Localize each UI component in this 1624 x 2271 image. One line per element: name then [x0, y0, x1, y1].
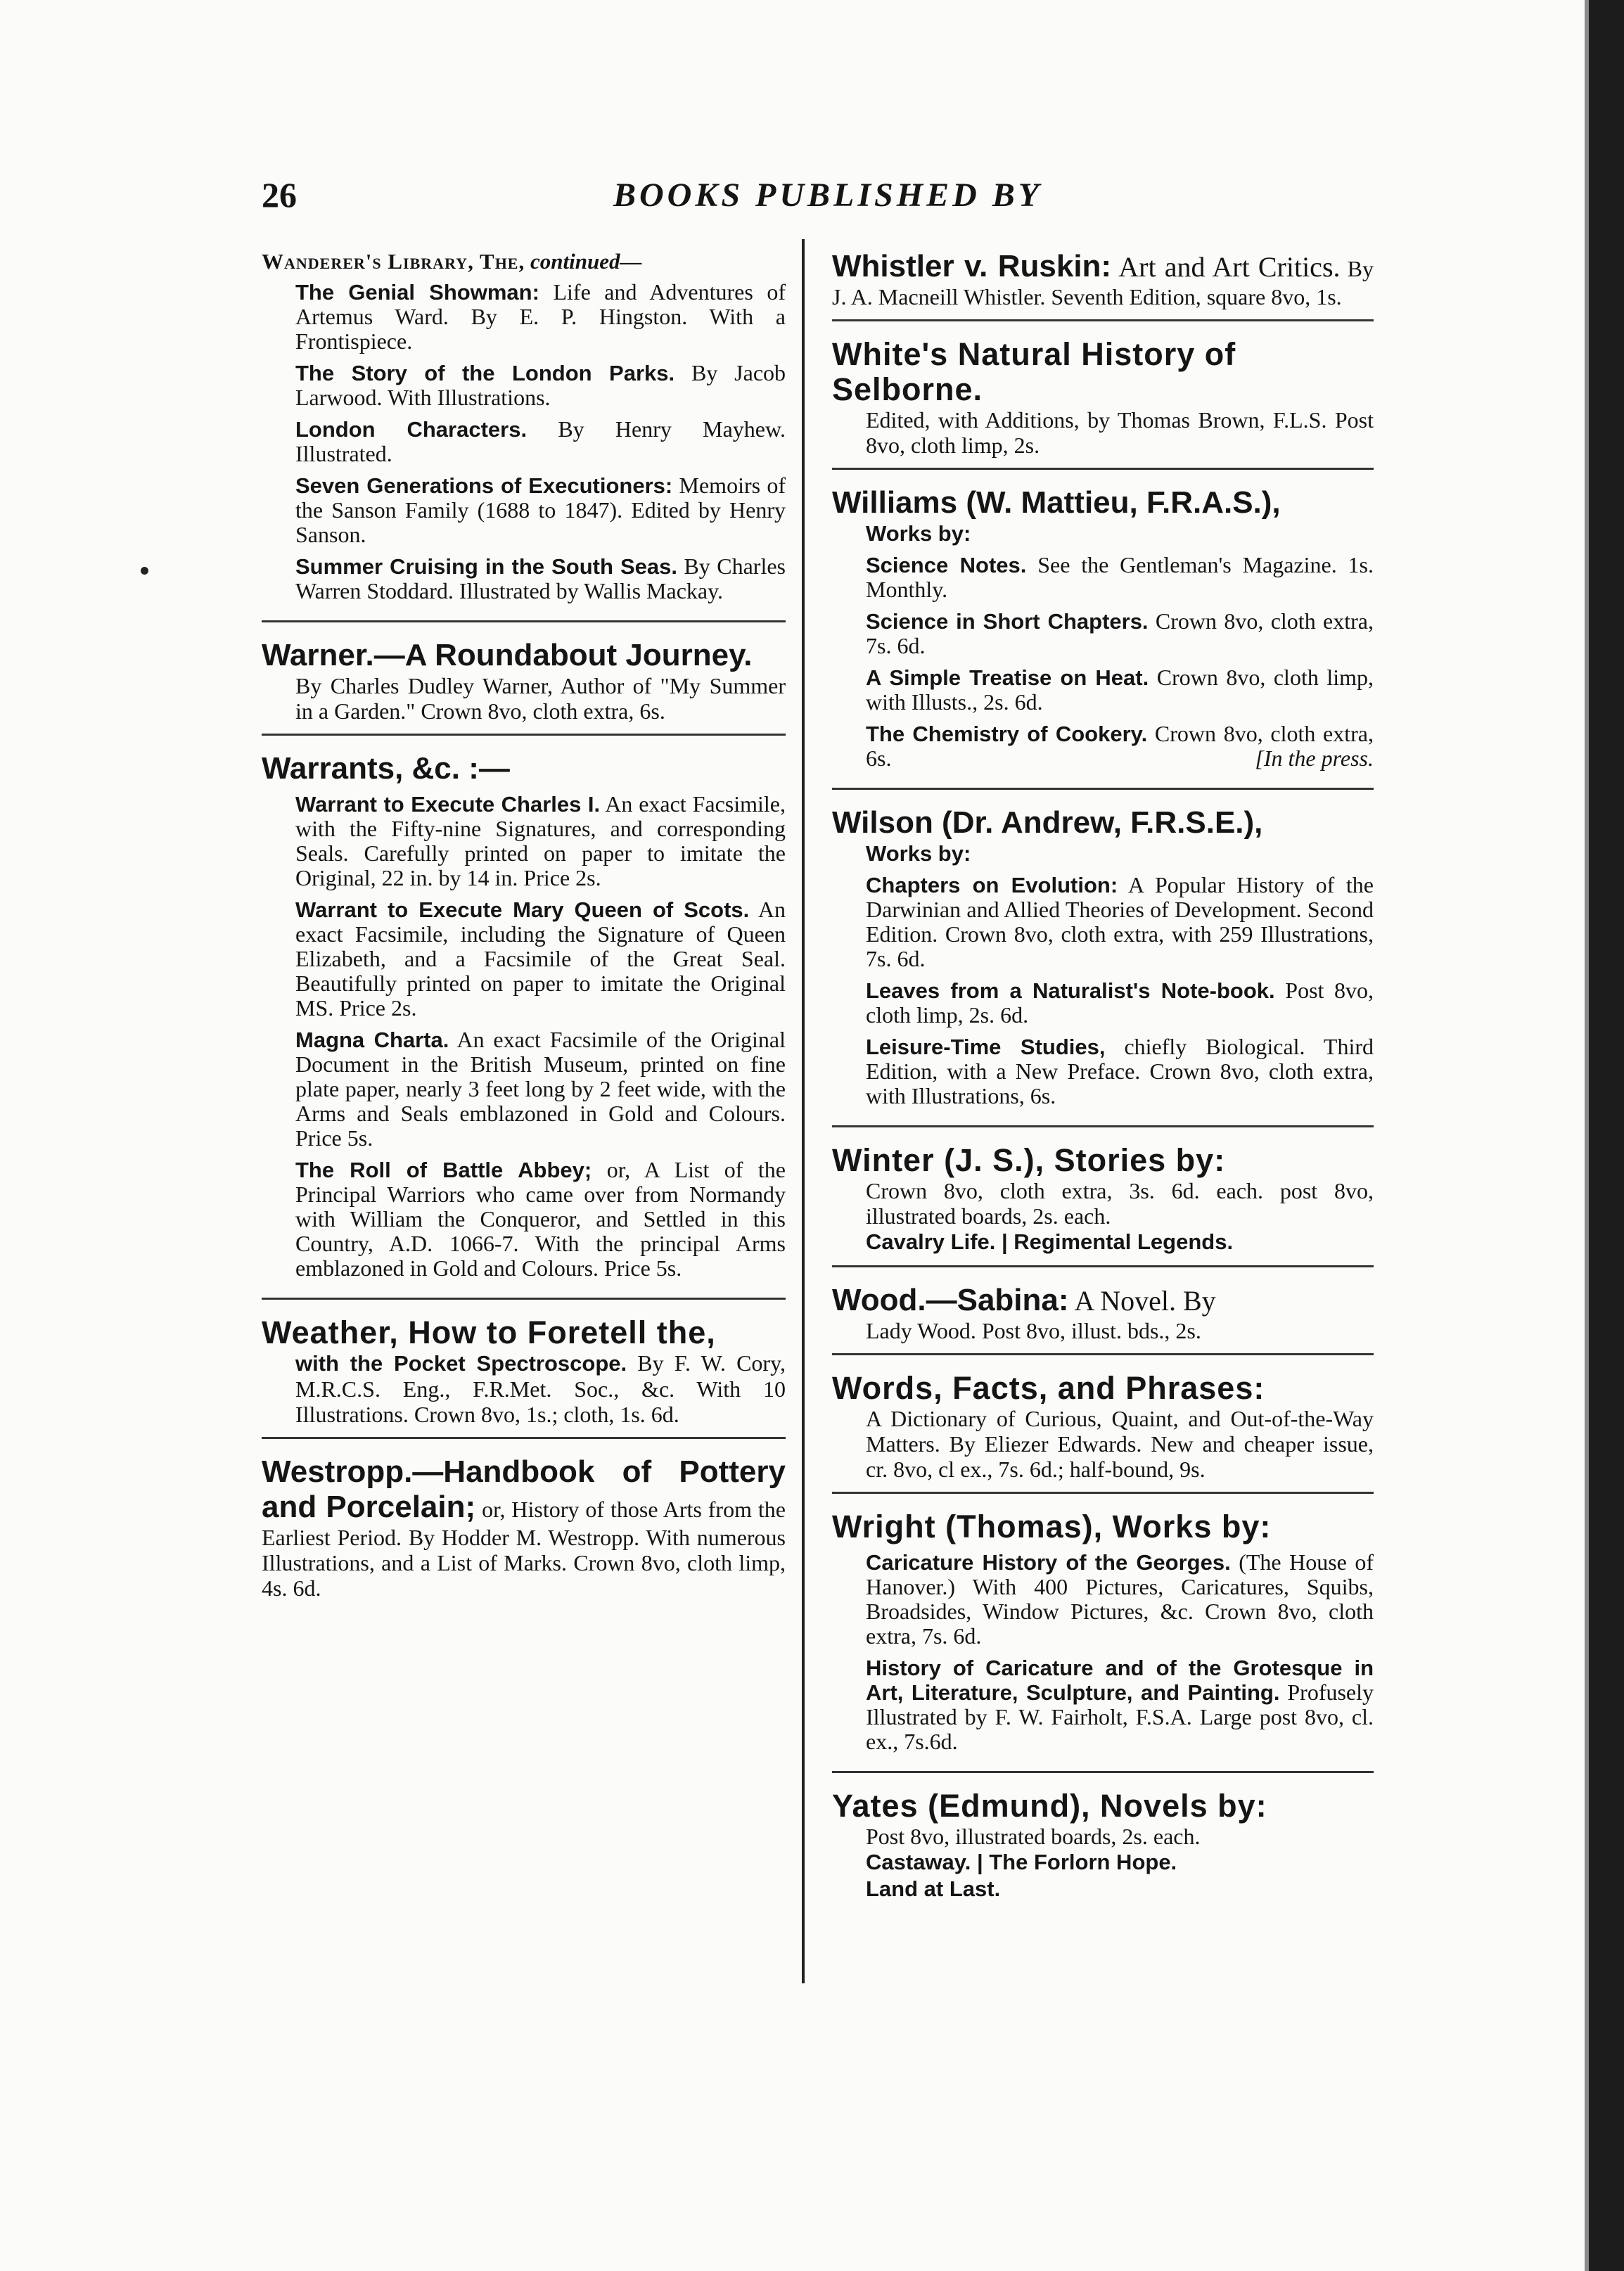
list-item: Seven Generations of Executioners: Memoirs of the Sanson Family (1688 to 1847). Edited by Henry Sanson.: [295, 473, 786, 547]
page-edge: [1589, 0, 1624, 2271]
entry-wright: [832, 1505, 1374, 1773]
entry-williams: [832, 481, 1374, 790]
series-titles: Castaway. | The Forlorn Hope.: [866, 1850, 1177, 1874]
in-press-note: [In the press.: [1255, 746, 1374, 771]
list-item: Warrant to Execute Mary Queen of Scots. An exact Facsimile, including the Signature of Queen Elizabeth, and a Facsimile of the Great Seal. Beautifully printed on paper to imitate the Original MS. Price 2s.: [295, 897, 786, 1021]
continued-label: continued—: [530, 249, 642, 274]
list-item: Chapters on Evolution: A Popular History of the Darwinian and Allied Theories of Development. Second Edition. Crown 8vo, cloth extra, with 259 Illustrations, 7s. 6d.: [866, 872, 1374, 971]
entry-white: [832, 333, 1374, 470]
list-item: Summer Cruising in the South Seas. By Charles Warren Stoddard. Illustrated by Wallis Mackay.: [295, 554, 786, 603]
series-titles: Cavalry Life. | Regimental Legends.: [866, 1229, 1234, 1254]
entry-heading: Wanderer's Library, The,: [262, 249, 525, 274]
page-header: [262, 174, 1387, 231]
series-titles: Land at Last.: [866, 1876, 1001, 1901]
entry-heading: Words, Facts, and Phrases:: [832, 1370, 1265, 1406]
entry-heading: Warner.—A Roundabout Journey.: [262, 638, 753, 672]
list-item: Magna Charta. An exact Facsimile of the Original Document in the British Museum, printed on fine plate paper, nearly 3 feet long by 2 feet wide, with the Arms and Seals emblazoned in Gold and Colours. Price 5s.: [295, 1027, 786, 1151]
entry-subheading: with the Pocket Spectroscope.: [295, 1351, 627, 1376]
list-item: Science in Short Chapters. Crown 8vo, cloth extra, 7s. 6d.: [866, 608, 1374, 658]
works-by-label: Works by:: [866, 841, 971, 866]
entry-heading: Whistler v. Ruskin:: [832, 249, 1112, 283]
entry-heading: White's Natural History of Selborne.: [832, 336, 1236, 407]
entry-heading: Wilson (Dr. Andrew, F.R.S.E.),: [832, 805, 1263, 840]
entry-text: Lady Wood. Post 8vo, illust. bds., 2s.: [866, 1318, 1201, 1343]
entry-heading: Wright (Thomas), Works by:: [832, 1509, 1272, 1544]
entry-yates: [832, 1784, 1374, 1912]
entry-heading: Yates (Edmund), Novels by:: [832, 1788, 1267, 1824]
entry-wilson: [832, 801, 1374, 1127]
list-item: The Roll of Battle Abbey; or, A List of the Principal Warriors who came over from Normandy with William the Conqueror, and Settled in this Country, A.D. 1066-7. With the principal Arms emblazoned in Gold and Colours. Price 5s.: [295, 1157, 786, 1281]
column-divider: [802, 239, 805, 1983]
works-by-label: Works by:: [866, 521, 971, 546]
entry-text: or, History of those Arts from the Earliest Period. By Hodder M. Westropp. With numerous Illustrations, and a List of Marks. Crown 8vo, cloth limp, 4s. 6d.: [262, 1497, 786, 1601]
entry-words: [832, 1367, 1374, 1494]
entry-heading: Wood.—Sabina:: [832, 1283, 1069, 1317]
entry-warrants: [262, 747, 786, 1300]
entry-heading: Westropp.—Handbook of Pottery and Porcelain;: [262, 1454, 786, 1524]
running-head: BOOKS PUBLISHED BY: [613, 177, 1043, 214]
list-item: Leaves from a Naturalist's Note-book. Post 8vo, cloth limp, 2s. 6d.: [866, 978, 1374, 1028]
entry-wood: [832, 1279, 1374, 1355]
list-item: Science Notes. See the Gentleman's Magazine. 1s. Monthly.: [866, 552, 1374, 602]
entry-text: By F. W. Cory, M.R.C.S. Eng., F.R.Met. Soc., &c. With 10 Illustrations. Crown 8vo, 1s.; cloth, 1s. 6d.: [295, 1350, 786, 1427]
entry-heading: Weather, How to Foretell the,: [262, 1314, 716, 1350]
left-column: [262, 245, 786, 1622]
entry-heading-rest: A Novel. By: [1074, 1285, 1216, 1317]
entry-warner: [262, 634, 786, 736]
entry-text: Edited, with Additions, by Thomas Brown, F.L.S. Post 8vo, cloth limp, 2s.: [866, 407, 1374, 458]
list-item: The Story of the London Parks. By Jacob Larwood. With Illustrations.: [295, 360, 786, 410]
entry-text: Crown 8vo, cloth extra, 3s. 6d. each. post 8vo, illustrated boards, 2s. each.: [866, 1178, 1374, 1229]
entry-whistler: [832, 245, 1374, 321]
entry-heading: Williams (W. Mattieu, F.R.A.S.),: [832, 485, 1281, 520]
entry-heading-rest: Art and Art Critics.: [1118, 251, 1341, 283]
ink-speck: [141, 567, 148, 575]
list-item: Leisure-Time Studies, chiefly Biological. Third Edition, with a New Preface. Crown 8vo, cloth extra, with Illustrations, 6s.: [866, 1034, 1374, 1108]
entry-text: By Charles Dudley Warner, Author of "My Summer in a Garden." Crown 8vo, cloth extra, 6s.: [295, 673, 786, 724]
list-item: History of Caricature and of the Grotesque in Art, Literature, Sculpture, and Painting. Profusely Illustrated by F. W. Fairholt, F.S.A. Large post 8vo, cl. ex., 7s.6d.: [866, 1656, 1374, 1754]
list-item: The Genial Showman: Life and Adventures of Artemus Ward. By E. P. Hingston. With a Frontispiece.: [295, 279, 786, 354]
list-item: A Simple Treatise on Heat. Crown 8vo, cloth limp, with Illusts., 2s. 6d.: [866, 665, 1374, 715]
entry-westropp: [262, 1450, 786, 1611]
entry-heading: Winter (J. S.), Stories by:: [832, 1142, 1226, 1178]
list-item: London Characters. By Henry Mayhew. Illustrated.: [295, 416, 786, 466]
entry-wanderers-library: [262, 245, 786, 622]
entry-weather: [262, 1311, 786, 1439]
entry-text: A Dictionary of Curious, Quaint, and Out-of-the-Way Matters. By Eliezer Edwards. New and cheaper issue, cr. 8vo, cl ex., 7s. 6d.; half-bound, 9s.: [866, 1406, 1374, 1482]
list-item: Caricature History of the Georges. (The House of Hanover.) With 400 Pictures, Caricatures, Squibs, Broadsides, Window Pictures, &c. Crown 8vo, cloth extra, 7s. 6d.: [866, 1549, 1374, 1649]
list-item: The Chemistry of Cookery. Crown 8vo, cloth extra, 6s. [In the press.: [866, 721, 1374, 771]
entry-text: By J. A. Macneill Whistler. Seventh Edition, square 8vo, 1s.: [832, 256, 1374, 309]
right-column: [832, 245, 1374, 1924]
entry-text: Post 8vo, illustrated boards, 2s. each.: [866, 1824, 1201, 1849]
entry-heading: Warrants, &c. :—: [262, 751, 510, 786]
entry-winter: [832, 1139, 1374, 1267]
list-item: Warrant to Execute Charles I. An exact Facsimile, with the Fifty-nine Signatures, and corresponding Seals. Carefully printed on paper to imitate the Original, 22 in. by 14 in. Price 2s.: [295, 791, 786, 890]
page-number: 26: [262, 175, 297, 215]
